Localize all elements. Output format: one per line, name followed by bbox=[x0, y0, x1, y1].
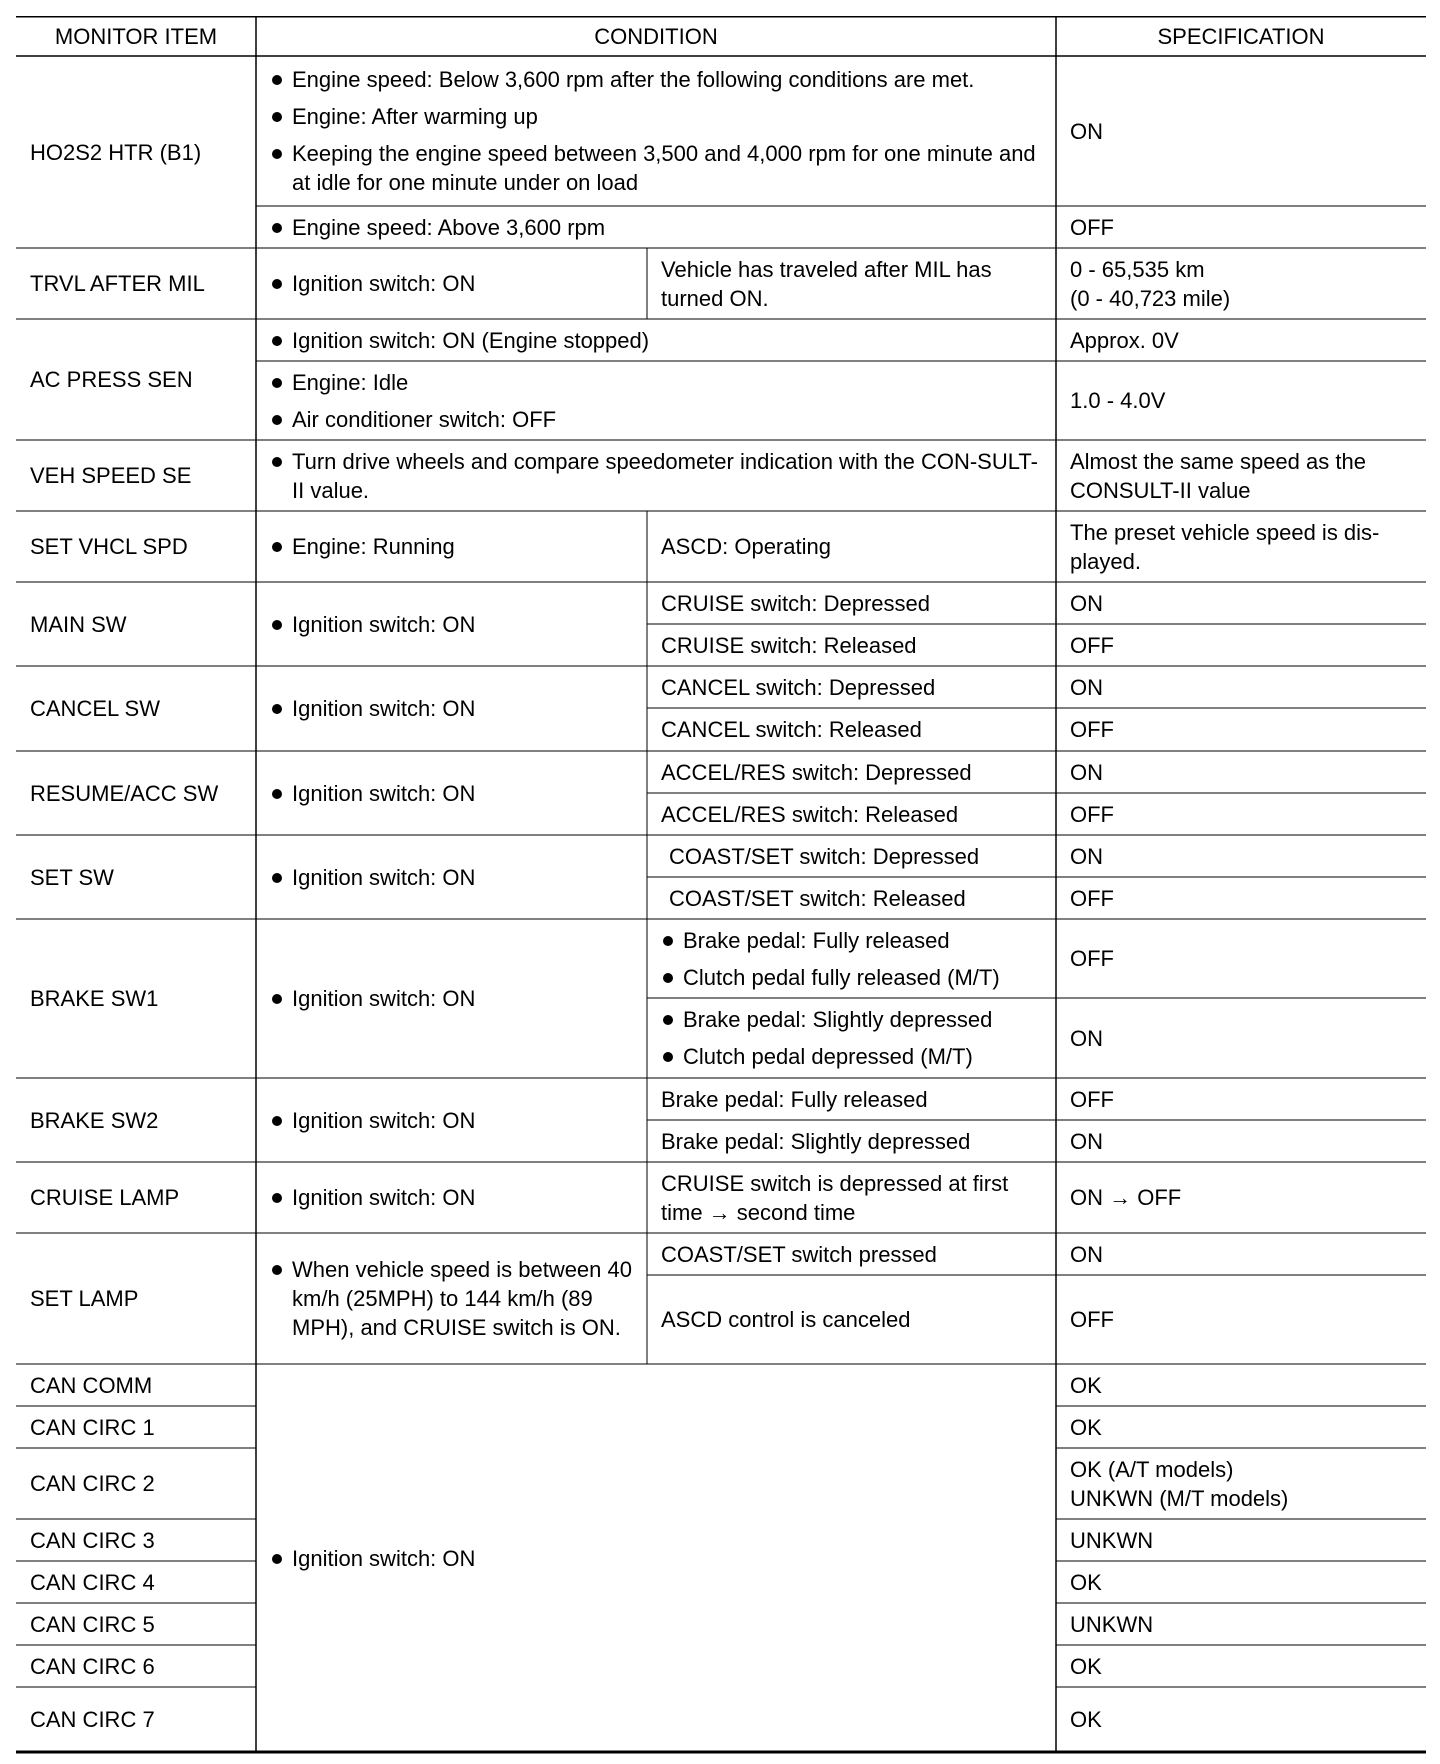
spec-set-lamp-off: OFF bbox=[1070, 1307, 1114, 1332]
item-main-sw: MAIN SW bbox=[30, 611, 127, 637]
item-can-circ-7: CAN CIRC 7 bbox=[30, 1707, 155, 1732]
item-set-vhcl-spd: SET VHCL SPD bbox=[30, 534, 188, 559]
bullet-icon bbox=[272, 457, 282, 467]
condition-coast-pressed: COAST/SET switch pressed bbox=[661, 1241, 937, 1267]
item-can-circ-5: CAN CIRC 5 bbox=[30, 1611, 155, 1637]
condition-cruise-lamp: Ignition switch: ON bbox=[256, 1162, 647, 1233]
condition-coast-rel: COAST/SET switch: Released bbox=[669, 885, 966, 911]
spec-can-circ-3: UNKWN bbox=[1070, 1527, 1154, 1553]
spec-set-vhcl: The preset vehicle speed is dis-played. bbox=[1070, 519, 1380, 574]
bullet-icon bbox=[272, 1116, 282, 1126]
condition-accel-rel: ACCEL/RES switch: Released bbox=[661, 801, 959, 827]
bullet-icon bbox=[272, 112, 282, 122]
bullet-icon bbox=[272, 704, 282, 714]
condition-trvl-detail: Vehicle has traveled after MIL has turned ON. bbox=[661, 256, 992, 311]
spec-resume-off: OFF bbox=[1070, 801, 1114, 827]
condition-cancel-dep: CANCEL switch: Depressed bbox=[661, 674, 936, 700]
condition-veh-speed: Turn drive wheels and compare speedometer indication with the CON-SULT-II value. bbox=[256, 440, 1056, 511]
item-can-circ-2: CAN CIRC 2 bbox=[30, 1471, 155, 1496]
spec-brake1-on: ON bbox=[1070, 1025, 1103, 1051]
spec-brake2-on: ON bbox=[1070, 1128, 1103, 1154]
condition-ac-2: Engine: Idle Air conditioner switch: OFF bbox=[256, 361, 1056, 440]
condition-set-sw: Ignition switch: ON bbox=[256, 835, 647, 919]
condition-trvl: Ignition switch: ON bbox=[256, 248, 647, 319]
header-specification: SPECIFICATION bbox=[1157, 23, 1325, 49]
bullet-icon bbox=[272, 620, 282, 630]
spec-can-circ-4: OK bbox=[1070, 1569, 1102, 1595]
bullet-icon bbox=[272, 994, 282, 1004]
spec-can-circ-6: OK bbox=[1070, 1653, 1102, 1679]
spec-can-circ-5: UNKWN bbox=[1070, 1611, 1154, 1637]
spec-brake2-off: OFF bbox=[1070, 1086, 1114, 1112]
item-can-circ-4: CAN CIRC 4 bbox=[30, 1569, 155, 1595]
spec-ac-range: 1.0 - 4.0V bbox=[1070, 388, 1166, 413]
spec-trvl: 0 - 65,535 km (0 - 40,723 mile) bbox=[1070, 256, 1231, 311]
item-set-sw: SET SW bbox=[30, 864, 114, 890]
condition-ho2s2-above: Engine speed: Above 3,600 rpm bbox=[256, 206, 1056, 248]
condition-cancel-sw: Ignition switch: ON bbox=[256, 666, 647, 751]
spec-can-circ-7: OK bbox=[1070, 1707, 1102, 1732]
condition-cruise-lamp-detail: CRUISE switch is depressed at first time → second time bbox=[661, 1170, 1009, 1225]
monitor-item-table bbox=[16, 16, 1426, 1754]
bullet-icon bbox=[272, 149, 282, 159]
bullet-icon bbox=[272, 542, 282, 552]
bullet-icon bbox=[272, 336, 282, 346]
condition-brake-depressed: Brake pedal: Slightly depressed Clutch pedal depressed (M/T) bbox=[647, 998, 1056, 1078]
condition-brake-sw1: Ignition switch: ON bbox=[256, 919, 647, 1078]
bullet-icon bbox=[663, 1015, 673, 1025]
condition-resume-sw: Ignition switch: ON bbox=[256, 751, 647, 835]
item-ho2s2: HO2S2 HTR (B1) bbox=[30, 139, 202, 165]
condition-brake2-fully: Brake pedal: Fully released bbox=[661, 1086, 928, 1112]
spec-set-lamp-on: ON bbox=[1070, 1241, 1103, 1267]
condition-can: Ignition switch: ON bbox=[256, 1364, 1056, 1752]
condition-brake-sw2: Ignition switch: ON bbox=[256, 1078, 647, 1162]
spec-main-on: ON bbox=[1070, 590, 1103, 616]
condition-ac-1: Ignition switch: ON (Engine stopped) bbox=[256, 319, 1056, 361]
spec-veh-speed: Almost the same speed as the CONSULT-II value bbox=[1070, 448, 1366, 503]
condition-set-lamp: When vehicle speed is between 40 km/h (25MPH) to 144 km/h (89 MPH), and CRUISE switch is ON. bbox=[256, 1233, 647, 1364]
bullet-icon bbox=[663, 1052, 673, 1062]
bullet-icon bbox=[272, 1265, 282, 1275]
spec-cancel-on: ON bbox=[1070, 674, 1103, 700]
item-cruise-lamp: CRUISE LAMP bbox=[30, 1185, 180, 1210]
condition-ho2s2: Engine speed: Below 3,600 rpm after the following conditions are met. Engine: After warming up Keeping the engine speed between 3,500 and 4,000 rpm for one minute and at idle for one minute under on load bbox=[256, 56, 1056, 206]
bullet-icon bbox=[272, 1193, 282, 1203]
spec-brake1-off: OFF bbox=[1070, 946, 1114, 971]
condition-cancel-rel: CANCEL switch: Released bbox=[661, 717, 922, 742]
bullet-icon bbox=[272, 75, 282, 85]
spec-ho2s2-on: ON bbox=[1070, 118, 1103, 144]
bullet-icon bbox=[272, 279, 282, 289]
bullet-icon bbox=[663, 936, 673, 946]
item-cancel-sw: CANCEL SW bbox=[30, 696, 160, 721]
item-resume-acc-sw: RESUME/ACC SW bbox=[30, 780, 219, 806]
bullet-icon bbox=[272, 378, 282, 388]
item-can-comm: CAN COMM bbox=[30, 1372, 153, 1398]
spec-set-on: ON bbox=[1070, 843, 1103, 869]
header-monitor-item: MONITOR ITEM bbox=[54, 23, 218, 49]
item-veh-speed-se: VEH SPEED SE bbox=[30, 463, 192, 488]
spec-can-circ-1: OK bbox=[1070, 1414, 1102, 1440]
condition-coast-dep: COAST/SET switch: Depressed bbox=[669, 843, 980, 869]
condition-ascd-operating: ASCD: Operating bbox=[661, 534, 831, 559]
bullet-icon bbox=[272, 873, 282, 883]
item-ac-press-sen: AC PRESS SEN bbox=[30, 367, 193, 392]
spec-set-off: OFF bbox=[1070, 885, 1114, 911]
item-trvl-after-mil: TRVL AFTER MIL bbox=[30, 271, 205, 296]
bullet-icon bbox=[272, 223, 282, 233]
spec-can-comm: OK bbox=[1070, 1372, 1102, 1398]
bullet-icon bbox=[272, 789, 282, 799]
spec-can-circ-2: OK (A/T models) UNKWN (M/T models) bbox=[1070, 1456, 1289, 1511]
condition-cruise-dep: CRUISE switch: Depressed bbox=[661, 590, 930, 616]
condition-main-sw: Ignition switch: ON bbox=[256, 582, 647, 666]
spec-cancel-off: OFF bbox=[1070, 717, 1114, 742]
bullet-icon bbox=[663, 973, 673, 983]
condition-brake-released: Brake pedal: Fully released Clutch pedal fully released (M/T) bbox=[647, 919, 1056, 998]
item-brake-sw1: BRAKE SW1 bbox=[30, 986, 159, 1011]
condition-cruise-rel: CRUISE switch: Released bbox=[661, 632, 917, 658]
condition-set-vhcl: Engine: Running bbox=[256, 511, 647, 582]
bullet-icon bbox=[272, 415, 282, 425]
item-can-circ-1: CAN CIRC 1 bbox=[30, 1414, 155, 1440]
item-can-circ-3: CAN CIRC 3 bbox=[30, 1527, 155, 1553]
item-can-circ-6: CAN CIRC 6 bbox=[30, 1653, 155, 1679]
spec-main-off: OFF bbox=[1070, 632, 1114, 658]
condition-ascd-canceled: ASCD control is canceled bbox=[661, 1307, 911, 1332]
item-set-lamp: SET LAMP bbox=[30, 1286, 139, 1311]
spec-cruise-lamp: ON → OFF bbox=[1070, 1185, 1182, 1210]
item-brake-sw2: BRAKE SW2 bbox=[30, 1107, 159, 1133]
spec-ho2s2-off: OFF bbox=[1070, 214, 1114, 240]
condition-brake2-slightly: Brake pedal: Slightly depressed bbox=[661, 1128, 971, 1154]
spec-resume-on: ON bbox=[1070, 759, 1103, 785]
condition-accel-dep: ACCEL/RES switch: Depressed bbox=[661, 759, 972, 785]
spec-ac-approx: Approx. 0V bbox=[1070, 327, 1179, 353]
header-condition: CONDITION bbox=[594, 23, 718, 49]
bullet-icon bbox=[272, 1554, 282, 1564]
